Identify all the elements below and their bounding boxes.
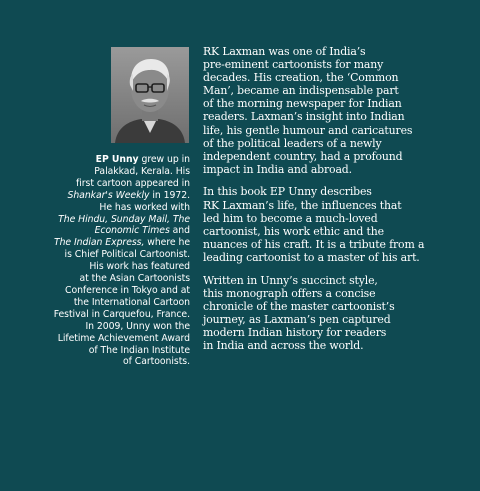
blurb-line: Man’, became an indispensable part xyxy=(203,84,399,98)
bio-line xyxy=(52,261,190,273)
bio-text: In 2009, Unny won the xyxy=(85,320,190,332)
blurb-line: life, his gentle humour and caricatures xyxy=(203,123,413,137)
bio-text: Conference in Tokyo and at xyxy=(65,284,190,296)
bio-line xyxy=(52,273,190,285)
bio-line xyxy=(52,202,190,214)
bio-line xyxy=(52,333,190,345)
blurb-line: of the political leaders of a newly xyxy=(203,136,382,150)
paragraph-gap xyxy=(203,264,465,274)
bio-text: His work has featured xyxy=(89,261,190,273)
bio-text: Economic Times xyxy=(94,225,170,237)
bio-text: at the Asian Cartoonists xyxy=(79,273,190,285)
bio-line xyxy=(52,356,190,368)
bio-line xyxy=(52,249,190,261)
bio-line xyxy=(52,297,190,309)
author-portrait-image xyxy=(111,47,189,143)
book-blurb xyxy=(203,45,465,352)
bio-text: Shankar's Weekly xyxy=(67,189,150,201)
blurb-paragraph xyxy=(203,45,465,176)
bio-text: Lifetime Achievement Award xyxy=(57,332,190,344)
blurb-line: led him to become a much-loved xyxy=(203,211,378,225)
blurb-paragraph xyxy=(203,274,465,353)
bio-text: grew up in xyxy=(138,154,190,165)
bio-line xyxy=(52,321,190,333)
blurb-line: RK Laxman was one of India’s xyxy=(203,45,366,58)
blurb-line: independent country, had a profound xyxy=(203,149,403,163)
blurb-line: nuances of his craft. It is a tribute from a xyxy=(203,237,425,251)
blurb-line: pre-eminent cartoonists for many xyxy=(203,58,384,72)
bio-line xyxy=(52,190,190,202)
bio-text: He has worked with xyxy=(99,201,190,213)
paragraph-gap xyxy=(203,176,465,186)
bio-line xyxy=(52,178,190,190)
blurb-paragraph xyxy=(203,185,465,264)
blurb-line: leading cartoonist to a master of his art. xyxy=(203,250,420,264)
author-name: EP Unny xyxy=(95,154,139,165)
blurb-line: of the morning newspaper for Indian xyxy=(203,97,402,111)
bio-text: The Indian Express, xyxy=(53,237,145,249)
bio-line xyxy=(52,166,190,178)
bio-text: Festival in Carquefou, France. xyxy=(53,308,190,320)
blurb-line: RK Laxman’s life, the influences that xyxy=(203,198,402,212)
bio-text: of The Indian Institute xyxy=(88,344,190,356)
blurb-line: Written in Unny’s succinct style, xyxy=(203,273,378,287)
blurb-line: decades. His creation, the ‘Common xyxy=(203,71,399,85)
bio-text: in 1972. xyxy=(149,189,190,201)
bio-text: of Cartoonists. xyxy=(123,356,190,368)
bio-text: and xyxy=(169,225,190,237)
bio-text: Palakkad, Kerala. His xyxy=(94,165,190,177)
blurb-line: modern Indian history for readers xyxy=(203,325,387,339)
blurb-line: readers. Laxman’s insight into Indian xyxy=(203,110,405,124)
bio-line xyxy=(52,309,190,321)
author-bio xyxy=(52,154,190,368)
bio-line xyxy=(52,285,190,297)
bio-line xyxy=(52,214,190,226)
bio-line xyxy=(52,154,190,166)
blurb-line: this monograph offers a concise xyxy=(203,286,376,300)
bio-text: the International Cartoon xyxy=(73,296,190,308)
bio-text: The Hindu, Sunday Mail, The xyxy=(58,213,190,225)
blurb-line: journey, as Laxman’s pen captured xyxy=(203,312,391,326)
blurb-line: cartoonist, his work ethic and the xyxy=(203,224,384,238)
bio-text: is Chief Political Cartoonist. xyxy=(64,249,190,261)
bio-line xyxy=(52,225,190,237)
blurb-line: In this book EP Unny describes xyxy=(203,185,372,199)
author-photo xyxy=(111,47,189,143)
blurb-line: in India and across the world. xyxy=(203,338,364,352)
blurb-line: impact in India and abroad. xyxy=(203,162,352,176)
blurb-line: chronicle of the master cartoonist’s xyxy=(203,299,395,313)
bio-text: first cartoon appeared in xyxy=(76,177,190,189)
bio-line xyxy=(52,345,190,357)
bio-text: where he xyxy=(144,237,190,249)
bio-line xyxy=(52,237,190,249)
